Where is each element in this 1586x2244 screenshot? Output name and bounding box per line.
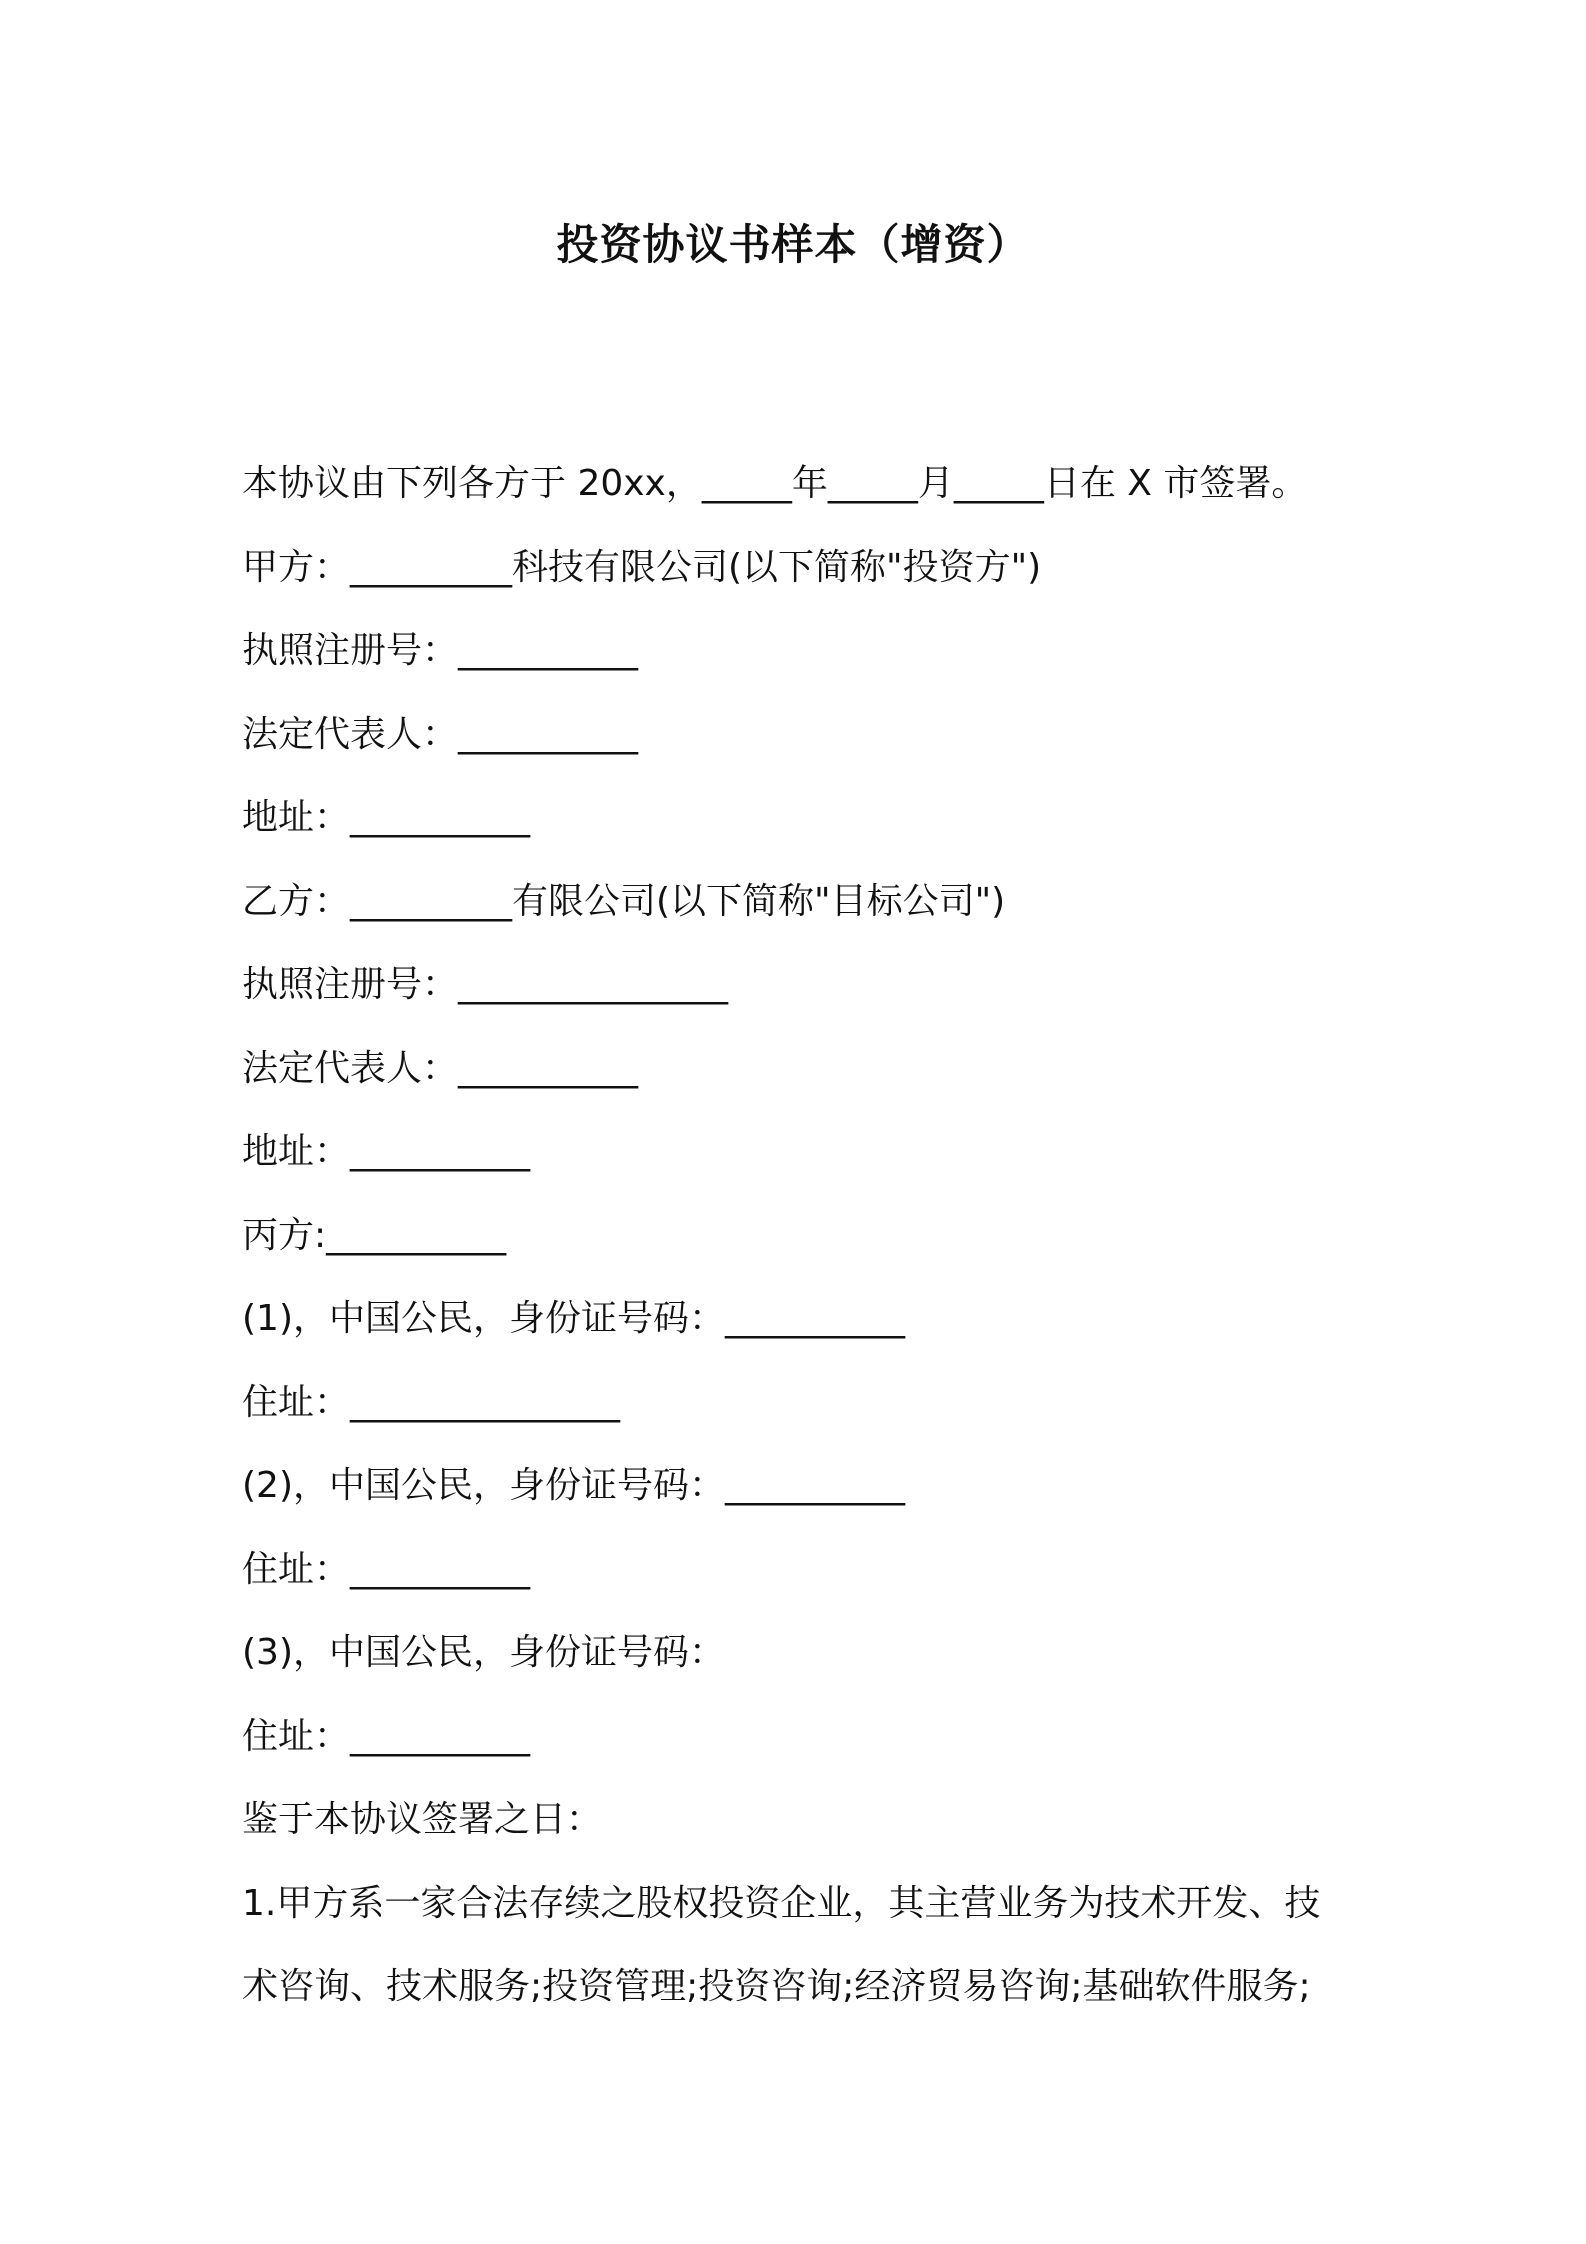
party-a-license-line: 执照注册号：__________	[242, 630, 639, 671]
party-b-representative-line: 法定代表人：__________	[242, 1047, 639, 1089]
citizen-1-address-line: 住址：_______________	[242, 1381, 621, 1423]
citizen-2-address-line: 住址：__________	[242, 1548, 531, 1590]
clause-1-line-2: 术咨询、技术服务;投资管理;投资咨询;经济贸易咨询;基础软件服务;	[242, 1966, 1311, 2007]
party-a-representative-line: 法定代表人：__________	[242, 713, 639, 755]
party-a-line: 甲方：_________科技有限公司(以下简称"投资方")	[242, 546, 1042, 588]
citizen-3-address-line: 住址：__________	[242, 1715, 531, 1757]
clause-1-line-1: 1.甲方系一家合法存续之股权投资企业，其主营业务为技术开发、技	[242, 1882, 1321, 1924]
party-a-address-line: 地址：__________	[242, 797, 531, 838]
party-c-line: 丙方:__________	[242, 1214, 507, 1256]
party-b-license-line: 执照注册号：_______________	[242, 964, 729, 1005]
whereas-heading: 鉴于本协议签署之日：	[242, 1799, 603, 1840]
signing-date-line: 本协议由下列各方于 20xx，_____年_____月_____日在 X 市签署。	[242, 463, 1308, 504]
document-body	[242, 455, 1362, 2042]
party-b-address-line: 地址：__________	[242, 1131, 531, 1172]
citizen-2-id-line: (2)，中国公民，身份证号码：__________	[242, 1465, 905, 1506]
party-b-line: 乙方：_________有限公司(以下简称"目标公司")	[242, 880, 1006, 922]
document-title: 投资协议书样本（增资）	[556, 220, 1030, 269]
citizen-3-id-line: (3)，中国公民，身份证号码：	[242, 1632, 725, 1673]
citizen-1-id-line: (1)，中国公民，身份证号码：__________	[242, 1298, 905, 1339]
